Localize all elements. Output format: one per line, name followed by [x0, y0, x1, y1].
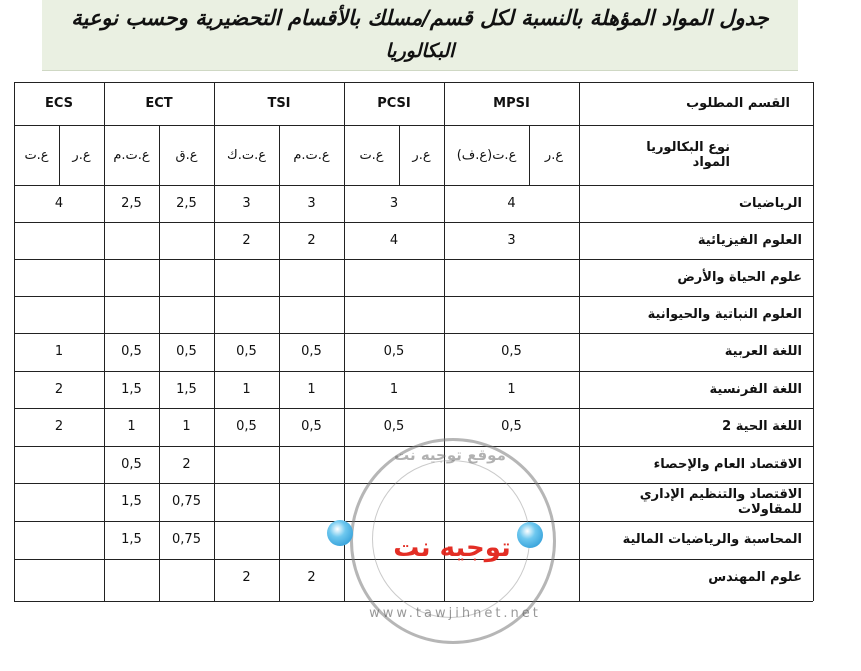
- coef-ecs: [14, 521, 104, 558]
- watermark-url: www.tawjihnet.net: [369, 606, 541, 621]
- table-rule: [14, 82, 813, 83]
- coef-ect1: 0,75: [172, 532, 201, 547]
- group-header-mpsi: MPSI: [493, 96, 530, 111]
- coef-ecs: [14, 296, 104, 333]
- subheader-ecs-1: ع.ر: [72, 147, 91, 163]
- subject-label: [580, 483, 802, 520]
- coef-ect2: [104, 222, 159, 259]
- subject-label: [580, 521, 802, 558]
- coef-tsi1: 2: [307, 233, 316, 248]
- title-line-1: جدول المواد المؤهلة بالنسبة لكل قسم/مسلك بالأقسام التحضيرية وحسب نوعية: [71, 6, 769, 30]
- coef-tsi2: [214, 296, 279, 333]
- coef-pcsi: 4: [389, 233, 399, 248]
- watermark-bubble-left-icon: [327, 520, 353, 546]
- coef-tsi2: 3: [242, 196, 251, 211]
- subject-label: [580, 446, 802, 483]
- coef-ecs: [14, 446, 104, 483]
- coef-tsi2: 1: [242, 382, 251, 397]
- subject-label-text: العلوم النباتية والحيوانية: [647, 307, 802, 322]
- table-rule: [14, 601, 813, 602]
- subjects-table: [14, 82, 813, 601]
- coef-tsi1: 0,5: [301, 344, 322, 359]
- coef-pcsi: [344, 483, 444, 520]
- coef-pcsi: 0,5: [383, 344, 405, 359]
- table-column-rule: [104, 82, 105, 601]
- coef-tsi1: 3: [307, 196, 316, 211]
- subject-label: [580, 333, 802, 370]
- coef-ect1: 0,75: [172, 494, 201, 509]
- coef-tsi2: [214, 446, 279, 483]
- coef-tsi2: 0,5: [236, 344, 257, 359]
- table-subcolumn-rule: [59, 125, 60, 185]
- table-rule: [14, 521, 813, 522]
- coef-tsi2: [214, 521, 279, 558]
- coef-ecs: [14, 222, 104, 259]
- coef-ect1: [159, 559, 214, 596]
- coef-ecs: [14, 259, 104, 296]
- table-subcolumn-rule: [529, 125, 530, 185]
- title-banner: [42, 0, 798, 71]
- table-column-rule: [14, 82, 15, 601]
- header-bac-type-line1: نوع البكالوريا: [646, 140, 730, 155]
- coef-mpsi: 0,5: [501, 419, 522, 434]
- subject-label-text: علوم المهندس: [708, 570, 802, 585]
- table-subcolumn-rule: [279, 125, 280, 601]
- coef-pcsi: 0,5: [383, 419, 405, 434]
- coef-ecs: 1: [54, 344, 64, 359]
- subject-label-text: اللغة الفرنسية: [709, 382, 802, 397]
- coef-pcsi: [344, 296, 444, 333]
- coef-mpsi: 0,5: [501, 344, 522, 359]
- coef-tsi1: 2: [307, 570, 316, 585]
- coef-mpsi: [444, 296, 579, 333]
- coef-tsi2: 2: [242, 570, 251, 585]
- subject-label-text: المحاسبة والرياضيات المالية: [622, 532, 802, 547]
- subheader-pcsi-1: ع.ر: [412, 147, 431, 163]
- subheader-pcsi-2: ع.ت: [359, 147, 384, 163]
- coef-tsi2: 2: [242, 233, 251, 248]
- table-subcolumn-rule: [399, 125, 400, 185]
- coef-ect1: [159, 222, 214, 259]
- coef-ect1: 1: [182, 419, 191, 434]
- coef-mpsi: 1: [507, 382, 516, 397]
- subheader-tsi-2: ع.ت.ك: [227, 147, 266, 163]
- table-column-rule: [214, 82, 215, 601]
- title-line-2: البكالوريا: [385, 40, 455, 62]
- table-rule: [14, 333, 813, 334]
- table-column-rule: [444, 82, 445, 601]
- coef-ecs: 2: [54, 419, 64, 434]
- coef-pcsi: [344, 259, 444, 296]
- coef-pcsi: 3: [389, 196, 399, 211]
- table-rule: [14, 371, 813, 372]
- coef-ect2: [104, 296, 159, 333]
- coef-ect2: 1,5: [121, 382, 142, 397]
- subject-label: [580, 559, 802, 596]
- header-requested-section: القسم المطلوب: [686, 96, 790, 111]
- subject-label-text: اللغة العربية: [724, 344, 802, 359]
- subject-label: [580, 259, 802, 296]
- coef-tsi2: [214, 483, 279, 520]
- coef-ect1: 2: [182, 457, 191, 472]
- table-rule: [14, 259, 813, 260]
- coef-ecs: 4: [54, 196, 64, 211]
- subheader-mpsi-1: ع.ر: [544, 147, 564, 163]
- subject-label-text: اللغة الحية 2: [722, 419, 802, 434]
- subject-label-text: الاقتصاد والتنظيم الإداري للمقاولات: [639, 486, 802, 517]
- coef-ect2: 1,5: [121, 494, 142, 509]
- table-rule: [14, 222, 813, 223]
- coef-mpsi: [444, 259, 579, 296]
- subject-label-text: الرياضيات: [738, 196, 802, 211]
- header-subjects-line2: المواد: [692, 155, 730, 170]
- subheader-tsi-1: ع.ت.م: [293, 147, 330, 163]
- table-subcolumn-rule: [159, 125, 160, 601]
- subject-label: [580, 185, 802, 222]
- subject-label: [580, 296, 802, 333]
- coef-ect1: 2,5: [176, 196, 197, 211]
- subheader-ecs-2: ع.ت: [24, 147, 49, 163]
- table-rule: [14, 483, 813, 484]
- coef-tsi1: 0,5: [301, 419, 322, 434]
- coef-tsi2: [214, 259, 279, 296]
- coef-ect2: 2,5: [121, 196, 142, 211]
- coef-ect2: [104, 259, 159, 296]
- coef-ect2: 0,5: [121, 344, 142, 359]
- coef-tsi1: [279, 446, 344, 483]
- group-header-ect: ECT: [145, 96, 173, 111]
- table-rule: [14, 185, 813, 186]
- group-header-pcsi: PCSI: [377, 96, 411, 111]
- coef-ect2: 0,5: [121, 457, 142, 472]
- coef-ecs: [14, 483, 104, 520]
- coef-ect2: [104, 559, 159, 596]
- coef-ect1: [159, 259, 214, 296]
- subheader-mpsi-2: ع.ت(ع.ف): [456, 147, 517, 163]
- coef-tsi1: [279, 296, 344, 333]
- subject-label-text: العلوم الفيزيائية: [697, 233, 802, 248]
- coef-mpsi: 3: [507, 233, 516, 248]
- watermark-brand: توجيه نت: [393, 533, 511, 563]
- subject-label: [580, 222, 802, 259]
- subject-label-text: علوم الحياة والأرض: [677, 270, 802, 285]
- coef-mpsi: 4: [507, 196, 516, 211]
- subject-label-text: الاقتصاد العام والإحصاء: [653, 457, 802, 472]
- coef-tsi2: 0,5: [236, 419, 257, 434]
- coef-ect2: 1: [127, 419, 136, 434]
- coef-ect1: 1,5: [176, 382, 197, 397]
- table-rule: [14, 408, 813, 409]
- table-column-rule: [579, 82, 580, 601]
- coef-ecs: 2: [54, 382, 64, 397]
- coef-tsi1: 1: [307, 382, 316, 397]
- group-header-tsi: TSI: [267, 96, 291, 111]
- subheader-ect-1: ع.ق: [175, 147, 198, 163]
- group-header-ecs: ECS: [44, 96, 74, 111]
- coef-ect1: 0,5: [176, 344, 197, 359]
- coef-mpsi: [444, 483, 579, 520]
- subject-label: [580, 371, 802, 408]
- watermark-ring-text: موقع توجيه نت: [394, 446, 506, 464]
- table-rule: [14, 125, 813, 126]
- coef-tsi1: [279, 259, 344, 296]
- coef-ect1: [159, 296, 214, 333]
- coef-tsi1: [279, 483, 344, 520]
- coef-ect2: 1,5: [121, 532, 142, 547]
- subheader-ect-2: ع.ت.م: [113, 147, 150, 163]
- coef-ecs: [14, 559, 104, 596]
- table-column-rule: [813, 82, 814, 601]
- coef-pcsi: 1: [389, 382, 399, 397]
- header-bac-type: [580, 130, 730, 180]
- table-rule: [14, 296, 813, 297]
- subject-label: [580, 408, 802, 445]
